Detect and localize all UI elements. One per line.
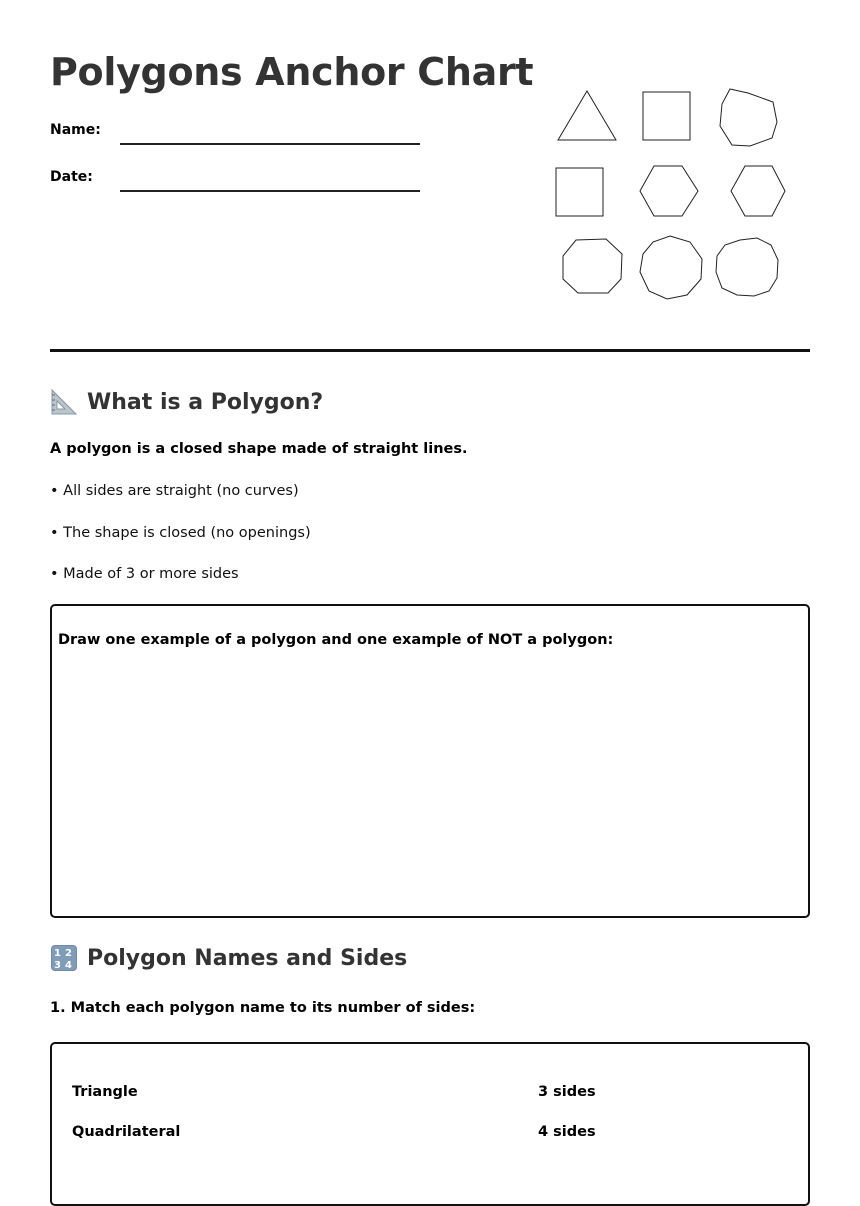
section-heading-what-is-polygon xyxy=(50,388,323,416)
svg-text:4: 4 xyxy=(65,960,72,971)
octagon-icon xyxy=(563,239,622,293)
drawing-answer-box[interactable] xyxy=(50,604,810,918)
square-icon xyxy=(643,92,690,140)
hexagon-icon xyxy=(731,166,785,216)
svg-text:1: 1 xyxy=(54,948,61,959)
square-icon xyxy=(556,168,603,216)
svg-text:2: 2 xyxy=(65,948,72,959)
drawing-prompt: Draw one example of a polygon and one example of NOT a polygon: xyxy=(58,632,614,648)
bullet-three-or-more-sides: • Made of 3 or more sides xyxy=(50,566,239,582)
side-count[interactable]: 4 sides xyxy=(538,1124,596,1140)
octagon-icon xyxy=(720,89,777,146)
polygon-definition: A polygon is a closed shape made of straight lines. xyxy=(50,441,468,457)
matching-box xyxy=(50,1042,810,1206)
numbers-1234-icon xyxy=(50,944,78,972)
section-heading-names-and-sides xyxy=(50,944,407,972)
name-label: Name: xyxy=(50,122,101,138)
matching-question: 1. Match each polygon name to its number of sides: xyxy=(50,1000,476,1016)
polygon-name[interactable]: Quadrilateral xyxy=(72,1124,181,1140)
section-heading-text: Polygon Names and Sides xyxy=(87,945,408,971)
section-divider xyxy=(50,349,810,352)
polygon-shapes-illustration xyxy=(550,82,790,307)
triangular-ruler-icon xyxy=(50,388,78,416)
polygon-name[interactable]: Triangle xyxy=(72,1084,138,1100)
page-title: Polygons Anchor Chart xyxy=(50,50,534,94)
triangle-icon xyxy=(558,91,616,140)
date-field[interactable] xyxy=(120,190,420,192)
date-label: Date: xyxy=(50,169,93,185)
svg-text:3: 3 xyxy=(54,960,61,971)
bullet-closed-shape: • The shape is closed (no openings) xyxy=(50,525,311,541)
bullet-straight-sides: • All sides are straight (no curves) xyxy=(50,483,299,499)
section-heading-text: What is a Polygon? xyxy=(87,389,324,415)
decagon-icon xyxy=(716,238,778,296)
side-count[interactable]: 3 sides xyxy=(538,1084,596,1100)
hexagon-icon xyxy=(640,166,698,216)
name-field[interactable] xyxy=(120,143,420,145)
nonagon-icon xyxy=(640,236,702,299)
